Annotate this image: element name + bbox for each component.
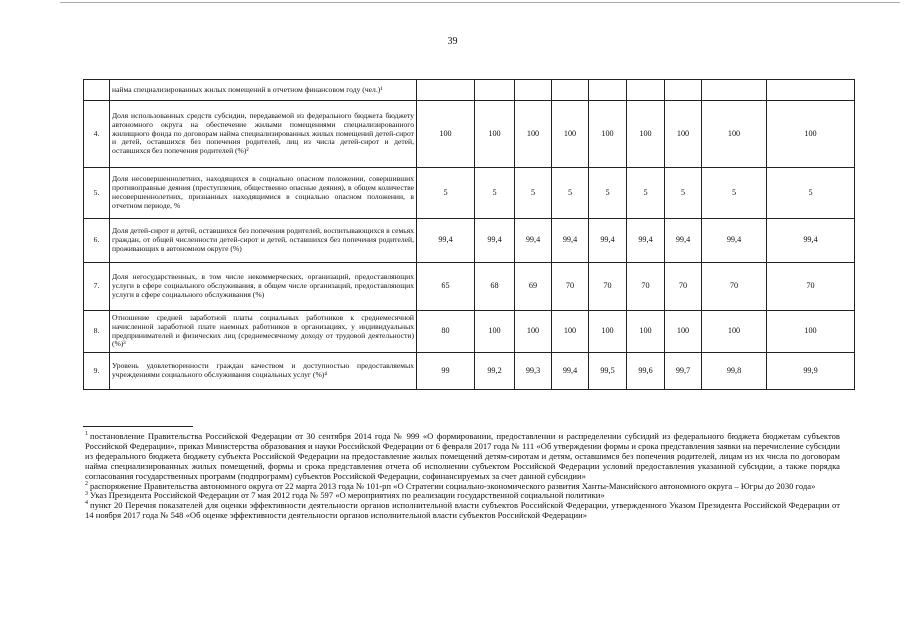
- indicator-value: 99,4: [417, 219, 475, 263]
- footnotes: [85, 432, 840, 521]
- table-row: [84, 311, 855, 353]
- table-row: [84, 101, 855, 168]
- indicator-value: 5: [515, 168, 552, 219]
- indicator-value: 100: [417, 101, 475, 168]
- indicator-value: 99,5: [589, 353, 627, 390]
- indicator-value: 5: [417, 168, 475, 219]
- indicator-value: 5: [665, 168, 702, 219]
- indicator-value: 99,4: [589, 219, 627, 263]
- indicator-value: [552, 80, 589, 101]
- indicator-description: Доля детей-сирот и детей, оставшихся без попечения родителей, воспитывающихся в семьях граждан, от общей численности детей-сирот и детей, оставшихся без попечения родителей, проживающих в автономном округе (%): [110, 219, 417, 263]
- indicator-value: 70: [589, 263, 627, 311]
- indicator-value: 99,4: [702, 219, 767, 263]
- indicator-value: 99,4: [767, 219, 855, 263]
- row-number: 9.: [84, 353, 110, 390]
- indicator-value: 100: [475, 101, 515, 168]
- row-number: 8.: [84, 311, 110, 353]
- indicator-value: 100: [767, 311, 855, 353]
- table-row: [84, 353, 855, 390]
- indicator-value: 70: [552, 263, 589, 311]
- indicator-value: 99,9: [767, 353, 855, 390]
- indicator-value: 100: [589, 101, 627, 168]
- indicator-description: найма специализированных жилых помещений в отчетном финансовом году (чел.)¹: [110, 80, 417, 101]
- row-number: 5.: [84, 168, 110, 219]
- indicator-value: 80: [417, 311, 475, 353]
- row-number: 4.: [84, 101, 110, 168]
- footnotes-separator: [83, 426, 193, 427]
- indicator-value: 70: [702, 263, 767, 311]
- indicator-value: 99,2: [475, 353, 515, 390]
- indicator-value: 5: [475, 168, 515, 219]
- indicator-value: 100: [665, 311, 702, 353]
- footnote-text: Указ Президента Российской Федерации от 7 мая 2012 года № 597 «О мероприятиях по реализации государственной социальной политики»: [90, 490, 605, 501]
- indicator-value: 99,7: [665, 353, 702, 390]
- indicator-value: [767, 80, 855, 101]
- indicator-value: [417, 80, 475, 101]
- table-row: [84, 168, 855, 219]
- indicator-value: 70: [665, 263, 702, 311]
- indicator-value: 65: [417, 263, 475, 311]
- indicator-value: 100: [627, 311, 665, 353]
- top-scan-edge: [60, 2, 900, 3]
- indicator-value: 99,4: [552, 219, 589, 263]
- footnote-text: постановление Правительства Российской Федерации от 30 сентября 2014 года № 999 «О формировании, предоставлении и распределении субсидий из федерального бюджета бюджетам субъектов Российской Федерации», приказ Министерства образования и науки Российской Федерации от 6 февраля 2017 года № 111 «Об утверждении формы и срока представления заявки на перечисление субсидии из федерального бюджета бюджету субъекта Российской Федерации на предоставление жилых помещений детям-сиротам и детям, оставшимся без попечения родителей, лицам из их числа по договорам найма специализированных жилых помещений, формы и срока представления отчета об исполнении субъектом Российской Федерации условий предоставления указанной субсидии, а также порядка согласования государственных программ (подпрограмм) субъектов Российской Федерации, софинансируемых за счет данной субсидии»: [85, 431, 840, 481]
- indicator-value: 99,4: [665, 219, 702, 263]
- indicator-value: 100: [665, 101, 702, 168]
- indicator-value: [665, 80, 702, 101]
- indicator-description: Доля негосударственных, в том числе некоммерческих, организаций, предоставляющих услуги в сфере социального обслуживания, в общем числе организаций, предоставляющих услуги в сфере социального обслуживания (%): [110, 263, 417, 311]
- footnote-mark: 2: [85, 480, 88, 487]
- indicator-value: 5: [767, 168, 855, 219]
- indicators-table: [83, 79, 855, 390]
- table-row: [84, 219, 855, 263]
- table-row: [84, 80, 855, 101]
- indicator-value: 100: [702, 101, 767, 168]
- indicator-value: 99,4: [515, 219, 552, 263]
- indicator-value: [702, 80, 767, 101]
- indicator-description: Уровень удовлетворенности граждан качеством и доступностью предоставляемых учреждениями социального обслуживания социальных услуг (%)⁴: [110, 353, 417, 390]
- indicator-value: 100: [627, 101, 665, 168]
- indicator-value: 100: [767, 101, 855, 168]
- indicator-value: 99,8: [702, 353, 767, 390]
- indicator-value: 99: [417, 353, 475, 390]
- footnote-text: распоряжение Правительства автономного округа от 22 марта 2013 года № 101-рп «О Стратегии социально-экономического развития Ханты-Мансийского автономного округа – Югры до 2030 года»: [90, 480, 816, 491]
- indicator-value: 5: [627, 168, 665, 219]
- indicator-value: 70: [767, 263, 855, 311]
- indicator-description: Доля использованных средств субсидии, передаваемой из федерального бюджета бюджету автономного округа на обеспечение жилыми помещениями специализированного жилищного фонда по договорам найма специализированных жилых помещений детей-сирот и детей, оставшихся без попечения родителей, лиц из числа детей-сирот и детей, оставшихся без попечения родителей (%)²: [110, 101, 417, 168]
- indicator-value: 99,3: [515, 353, 552, 390]
- indicator-value: 70: [627, 263, 665, 311]
- indicator-value: 99,4: [475, 219, 515, 263]
- table-row: [84, 263, 855, 311]
- indicator-value: 100: [552, 101, 589, 168]
- table-body: [84, 80, 855, 390]
- row-number: 6.: [84, 219, 110, 263]
- footnote-mark: 3: [85, 490, 88, 497]
- indicator-value: 100: [552, 311, 589, 353]
- indicator-value: [475, 80, 515, 101]
- page-number: 39: [447, 36, 458, 47]
- indicator-value: 100: [702, 311, 767, 353]
- indicator-value: 100: [515, 311, 552, 353]
- indicator-value: 100: [515, 101, 552, 168]
- row-number: 7.: [84, 263, 110, 311]
- indicator-value: 5: [552, 168, 589, 219]
- footnote-text: пункт 20 Перечня показателей для оценки эффективности деятельности органов исполнительной власти субъектов Российской Федерации, утвержденного Указом Президента Российской Федерации от 14 ноября 2017 года № 548 «Об оценке эффективности деятельности органов исполнительной власти субъектов Российской Федерации»: [85, 500, 840, 521]
- indicator-description: Отношение средней заработной платы социальных работников к среднемесячной начисленной заработной плате наемных работников в организациях, у индивидуальных предпринимателей и физических лиц (среднемесячному доходу от трудовой деятельности) (%)³: [110, 311, 417, 353]
- indicator-value: 99,6: [627, 353, 665, 390]
- footnote: [85, 501, 840, 521]
- row-number: [84, 80, 110, 101]
- footnote-mark: 4: [85, 500, 88, 507]
- indicator-value: 5: [589, 168, 627, 219]
- indicator-value: [515, 80, 552, 101]
- indicator-value: [627, 80, 665, 101]
- indicator-value: 69: [515, 263, 552, 311]
- indicator-value: 5: [702, 168, 767, 219]
- indicator-value: [589, 80, 627, 101]
- indicator-value: 99,4: [552, 353, 589, 390]
- footnote: [85, 432, 840, 482]
- indicator-value: 99,4: [627, 219, 665, 263]
- indicator-value: 100: [475, 311, 515, 353]
- indicator-value: 68: [475, 263, 515, 311]
- footnote-mark: 1: [85, 431, 88, 438]
- indicator-value: 100: [589, 311, 627, 353]
- indicator-description: Доля несовершеннолетних, находящихся в социально опасном положении, совершивших противоправные деяния (преступления, общественно опасные деяния), в общем количестве несовершеннолетних, признанных находящимися в социально опасном положении, в отчетном периоде, %: [110, 168, 417, 219]
